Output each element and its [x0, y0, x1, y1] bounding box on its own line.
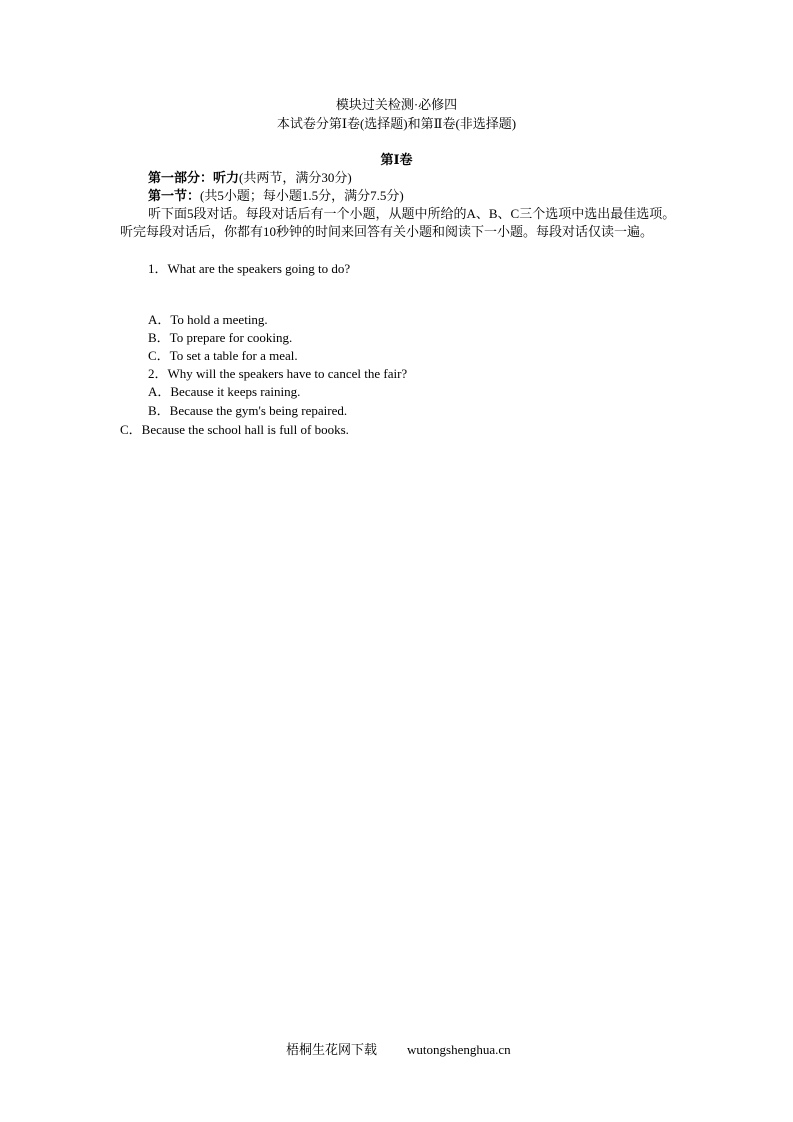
- section-one-label: 第一节：: [148, 188, 201, 203]
- question-stem: 2．Why will the speakers have to cancel the fair?: [148, 366, 408, 381]
- question-option: B．Because the gym's being repaired.: [148, 403, 348, 418]
- listening-instructions: 听下面5段对话。每段对话后有一个小题，从题中所给的A、B、C三个选项中选出最佳选项。听完每段对话后，你都有10秒钟的时间来回答有关小题和阅读下一小题。每段对话仅读一遍。: [120, 206, 676, 239]
- footer: [286, 1041, 511, 1059]
- part-one-note: (共两节，满分30分): [239, 170, 352, 185]
- part-one-label: 第一部分：听力: [148, 170, 240, 185]
- part-one-heading: [148, 169, 352, 187]
- page-title: 模块过关检测·必修四: [335, 97, 458, 112]
- question-option: C．To set a table for a meal.: [148, 348, 298, 363]
- footer-site-url: wutongshenghua.cn: [407, 1042, 511, 1057]
- volume-heading: 第Ⅰ卷: [380, 152, 413, 167]
- question-option: A．To hold a meeting.: [148, 312, 268, 327]
- page-subtitle: 本试卷分第Ⅰ卷(选择题)和第Ⅱ卷(非选择题): [276, 116, 517, 131]
- question-stem: 1．What are the speakers going to do?: [148, 261, 351, 276]
- question-option: A．Because it keeps raining.: [148, 384, 301, 399]
- footer-site-name: 梧桐生花网下载: [286, 1042, 378, 1057]
- section-one-note: (共5小题；每小题1.5分，满分7.5分): [200, 188, 404, 203]
- question-option: B．To prepare for cooking.: [148, 330, 293, 345]
- section-one-heading: [148, 187, 404, 205]
- question-option: C．Because the school hall is full of books.: [120, 422, 349, 437]
